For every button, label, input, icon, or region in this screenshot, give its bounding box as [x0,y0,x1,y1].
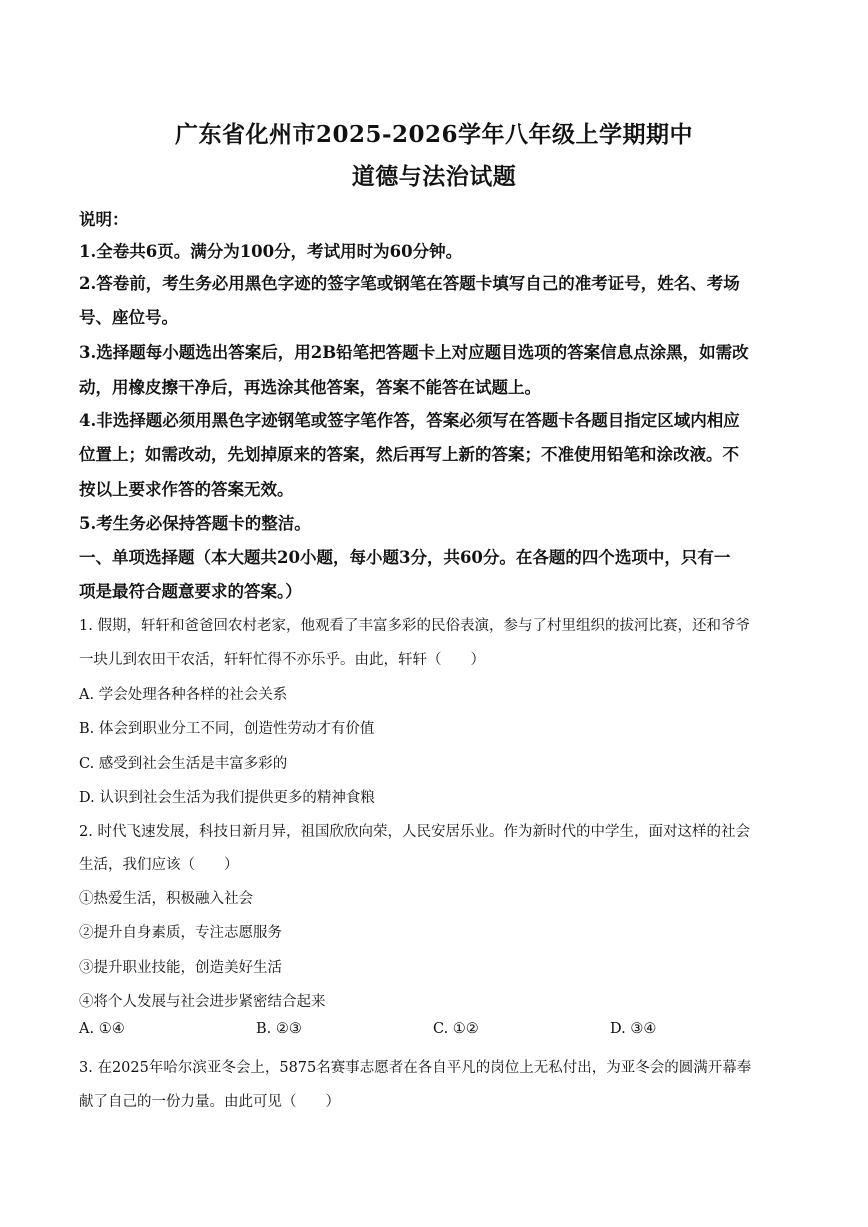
instructions-heading: 说明： [79,210,129,229]
option-c: C. 感受到社会生活是丰富多彩的 [79,756,288,772]
statement-item: ②提升自身素质，专注志愿服务 [79,925,282,941]
instruction-line: 按以上要求作答的答案无效。 [79,480,294,499]
instruction-line: 5.考生务必保持答题卡的整洁。 [79,514,311,533]
instruction-line: 位置上；如需改动，先划掉原来的答案，然后再写上新的答案；不准使用铅笔和涂改液。不 [79,445,739,464]
instruction-line: 1.全卷共6页。满分为100分，考试用时为60分钟。 [79,242,463,261]
section-heading-line: 项是最符合题意要求的答案。） [79,582,302,601]
question-stem: 生活，我们应该（ ） [79,857,239,873]
instruction-line: 4.非选择题必须用黑色字迹钢笔或签字笔作答，答案必须写在答题卡各题目指定区域内相应 [79,411,740,430]
choice-row [79,1021,779,1045]
option-a: A. 学会处理各种各样的社会关系 [79,687,288,703]
exam-title: 广东省化州市2025-2026学年八年级上学期期中 [174,121,694,148]
choice-b: B. ②③ [256,1021,302,1037]
instruction-line: 3.选择题每小题选出答案后，用2B铅笔把答题卡上对应题目选项的答案信息点涂黑，如需改 [79,343,749,362]
question-stem: 3. 在2025年哈尔滨亚冬会上，5875名赛事志愿者在各自平凡的岗位上无私付出，为亚冬会的圆满开幕奉 [79,1060,752,1076]
instruction-line: 号、座位号。 [79,308,178,327]
question-stem: 2. 时代飞速发展，科技日新月异，祖国欣欣向荣，人民安居乐业。作为新时代的中学生，面对这样的社会 [79,824,750,840]
instruction-line: 动，用橡皮擦干净后，再选涂其他答案，答案不能答在试题上。 [79,378,541,397]
exam-subtitle: 道德与法治试题 [351,163,517,190]
statement-item: ①热爱生活，积极融入社会 [79,891,253,907]
choice-d: D. ③④ [610,1021,657,1037]
choice-a: A. ①④ [79,1021,125,1037]
option-d: D. 认识到社会生活为我们提供更多的精神食粮 [79,790,375,806]
option-b: B. 体会到职业分工不同，创造性劳动才有价值 [79,721,375,737]
statement-item: ④将个人发展与社会进步紧密结合起来 [79,994,326,1010]
section-heading-line: 一、单项选择题（本大题共20小题，每小题3分，共60分。在各题的四个选项中，只有一 [79,548,731,567]
question-stem: 献了自己的一份力量。由此可见（ ） [79,1094,340,1110]
statement-item: ③提升职业技能，创造美好生活 [79,960,282,976]
choice-c: C. ①② [433,1021,479,1037]
instruction-line: 2.答卷前，考生务必用黑色字迹的签字笔或钢笔在答题卡填写自己的准考证号，姓名、考场 [79,274,740,293]
question-stem: 1. 假期，轩轩和爸爸回农村老家，他观看了丰富多彩的民俗表演，参与了村里组织的拔河比赛，还和爷爷 [79,618,750,634]
question-stem: 一块儿到农田干农活，轩轩忙得不亦乐乎。由此，轩轩（ ） [79,652,485,668]
